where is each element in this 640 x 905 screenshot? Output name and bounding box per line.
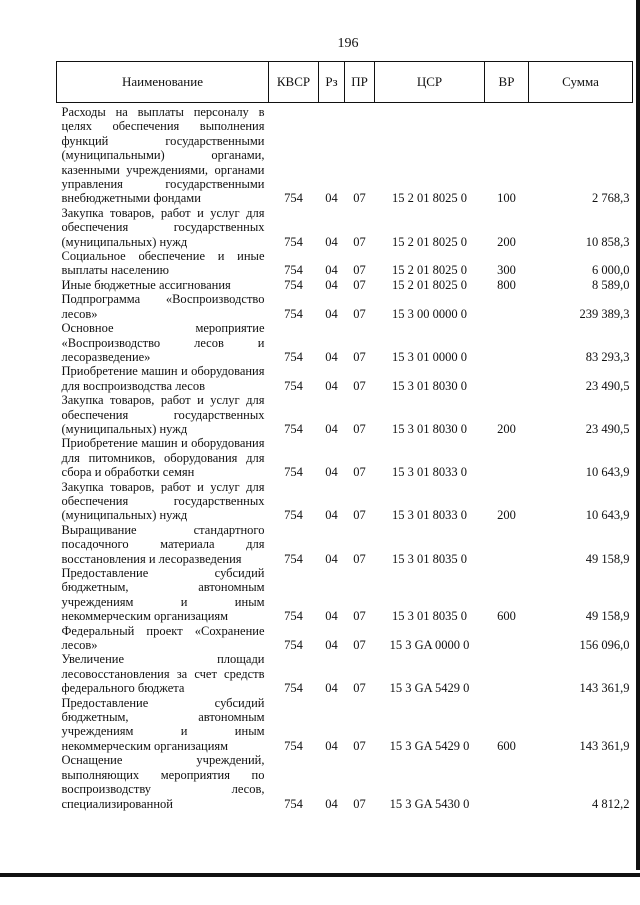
cell-vr — [485, 652, 529, 695]
cell-kvsr: 754 — [284, 234, 303, 249]
cell-rz: 04 — [325, 681, 338, 696]
cell-csr: 15 3 01 8030 0 — [392, 421, 467, 436]
cell-rz: 04 — [325, 738, 338, 753]
cell-pr: 07 — [353, 738, 366, 753]
cell-kvsr: 754 — [284, 681, 303, 696]
cell-sum: 23 490,5 — [585, 421, 630, 436]
cell-sum: 49 158,9 — [585, 551, 630, 566]
cell-name: Оснащение учреждений, выполняющих мероприятия по воспроизводству лесов, специализированной — [61, 753, 265, 811]
cell-rz: 04 — [325, 609, 338, 624]
table-row — [57, 624, 633, 653]
cell-vr: 800 — [497, 277, 516, 292]
table-header — [57, 62, 633, 103]
cell-csr: 15 3 01 8035 0 — [392, 551, 467, 566]
cell-csr: 15 3 01 8033 0 — [392, 465, 467, 480]
cell-sum: 8 589,0 — [592, 277, 630, 292]
header-name: Наименование — [57, 62, 269, 103]
cell-pr: 07 — [353, 306, 366, 321]
cell-pr: 07 — [353, 508, 366, 523]
cell-sum: 6 000,0 — [592, 263, 630, 278]
table-row — [57, 292, 633, 321]
cell-rz: 04 — [325, 306, 338, 321]
cell-sum: 10 643,9 — [585, 508, 630, 523]
cell-vr — [485, 321, 529, 364]
cell-pr: 07 — [353, 234, 366, 249]
cell-csr: 15 3 GA 5429 0 — [389, 738, 470, 753]
cell-name: Расходы на выплаты персоналу в целях обеспечения выполнения функций государственными (муниципальными) органами, казенными учреждениями, органами управления государственными внебюджетными фондами — [61, 105, 265, 206]
cell-pr: 07 — [353, 421, 366, 436]
cell-kvsr: 754 — [284, 306, 303, 321]
cell-sum: 156 096,0 — [579, 638, 630, 653]
cell-csr: 15 2 01 8025 0 — [392, 234, 467, 249]
cell-rz: 04 — [325, 421, 338, 436]
cell-vr: 200 — [497, 421, 516, 436]
cell-pr: 07 — [353, 191, 366, 206]
cell-kvsr: 754 — [284, 465, 303, 480]
cell-name: Закупка товаров, работ и услуг для обеспечения государственных (муниципальных) нужд — [61, 393, 265, 436]
header-pr: ПР — [345, 62, 375, 103]
cell-pr: 07 — [353, 609, 366, 624]
cell-vr: 200 — [497, 234, 516, 249]
cell-rz: 04 — [325, 551, 338, 566]
cell-csr: 15 3 00 0000 0 — [392, 306, 467, 321]
cell-vr — [485, 753, 529, 811]
header-vr: ВР — [485, 62, 529, 103]
cell-name: Иные бюджетные ассигнования — [61, 277, 231, 292]
cell-vr: 600 — [497, 609, 516, 624]
table-row — [57, 523, 633, 566]
header-sum: Сумма — [529, 62, 633, 103]
table-row — [57, 206, 633, 249]
cell-name: Основное мероприятие «Воспроизводство лесов и лесоразведение» — [61, 321, 265, 364]
cell-kvsr: 754 — [284, 191, 303, 206]
table-row — [57, 321, 633, 364]
cell-name: Федеральный проект «Сохранение лесов» — [61, 623, 265, 653]
cell-vr — [485, 292, 529, 321]
cell-rz: 04 — [325, 263, 338, 278]
cell-vr — [485, 523, 529, 566]
cell-vr — [485, 364, 529, 393]
header-rz: Рз — [319, 62, 345, 103]
table-row — [57, 480, 633, 523]
cell-csr: 15 3 GA 5429 0 — [389, 681, 470, 696]
cell-pr: 07 — [353, 796, 366, 811]
cell-name: Социальное обеспечение и иные выплаты населению — [61, 249, 265, 278]
cell-sum: 143 361,9 — [579, 681, 630, 696]
table-row — [57, 436, 633, 479]
header-csr: ЦСР — [375, 62, 485, 103]
cell-kvsr: 754 — [284, 263, 303, 278]
cell-pr: 07 — [353, 551, 366, 566]
cell-name: Подпрограмма «Воспроизводство лесов» — [61, 292, 265, 321]
cell-rz: 04 — [325, 465, 338, 480]
cell-rz: 04 — [325, 378, 338, 393]
table-row — [57, 566, 633, 624]
table-row — [57, 364, 633, 393]
cell-vr — [485, 436, 529, 479]
cell-csr: 15 3 GA 5430 0 — [389, 796, 470, 811]
cell-kvsr: 754 — [284, 796, 303, 811]
cell-kvsr: 754 — [284, 609, 303, 624]
cell-name: Приобретение машин и оборудования для воспроизводства лесов — [61, 364, 265, 393]
cell-name: Приобретение машин и оборудования для питомников, оборудования для сбора и обработки семян — [61, 436, 265, 480]
cell-sum: 4 812,2 — [592, 796, 630, 811]
cell-pr: 07 — [353, 349, 366, 364]
cell-csr: 15 2 01 8025 0 — [392, 191, 467, 206]
cell-csr: 15 2 01 8025 0 — [392, 263, 467, 278]
cell-sum: 10 858,3 — [585, 234, 630, 249]
cell-vr: 600 — [497, 738, 516, 753]
table-row — [57, 393, 633, 436]
header-kvsr: КВСР — [269, 62, 319, 103]
cell-sum: 49 158,9 — [585, 609, 630, 624]
cell-csr: 15 3 01 8030 0 — [392, 378, 467, 393]
table-body — [57, 103, 633, 811]
cell-name: Увеличение площади лесовосстановления за счет средств федерального бюджета — [61, 652, 265, 696]
cell-rz: 04 — [325, 234, 338, 249]
table-row — [57, 103, 633, 206]
cell-rz: 04 — [325, 191, 338, 206]
cell-pr: 07 — [353, 277, 366, 292]
cell-name: Предоставление субсидий бюджетным, автономным учреждениям и иным некоммерческим организациям — [61, 695, 265, 753]
table-row — [57, 249, 633, 278]
cell-pr: 07 — [353, 378, 366, 393]
cell-sum: 83 293,3 — [585, 349, 630, 364]
cell-kvsr: 754 — [284, 638, 303, 653]
cell-csr: 15 3 GA 0000 0 — [389, 638, 470, 653]
cell-csr: 15 3 01 8033 0 — [392, 508, 467, 523]
scan-edge-right — [636, 0, 640, 870]
cell-kvsr: 754 — [284, 551, 303, 566]
cell-csr: 15 3 01 8035 0 — [392, 609, 467, 624]
table-row — [57, 278, 633, 292]
cell-name: Выращивание стандартного посадочного материала для восстановления и лесоразведения — [61, 522, 265, 566]
cell-name: Предоставление субсидий бюджетным, автономным учреждениям и иным некоммерческим организациям — [61, 566, 265, 624]
cell-csr: 15 3 01 0000 0 — [392, 349, 467, 364]
cell-kvsr: 754 — [284, 508, 303, 523]
cell-vr — [485, 624, 529, 653]
cell-pr: 07 — [353, 681, 366, 696]
cell-rz: 04 — [325, 277, 338, 292]
cell-name: Закупка товаров, работ и услуг для обеспечения государственных (муниципальных) нужд — [61, 205, 265, 249]
cell-rz: 04 — [325, 638, 338, 653]
cell-kvsr: 754 — [284, 421, 303, 436]
cell-sum: 239 389,3 — [579, 306, 630, 321]
cell-pr: 07 — [353, 638, 366, 653]
cell-rz: 04 — [325, 508, 338, 523]
cell-rz: 04 — [325, 349, 338, 364]
cell-sum: 143 361,9 — [579, 738, 630, 753]
cell-kvsr: 754 — [284, 277, 303, 292]
cell-rz: 04 — [325, 796, 338, 811]
cell-pr: 07 — [353, 263, 366, 278]
table-row — [57, 696, 633, 754]
budget-table — [56, 61, 633, 811]
page-number: 196 — [337, 36, 359, 51]
cell-sum: 2 768,3 — [592, 191, 630, 206]
scan-edge-bottom — [0, 873, 640, 877]
cell-name: Закупка товаров, работ и услуг для обеспечения государственных (муниципальных) нужд — [61, 479, 265, 523]
cell-vr: 200 — [497, 508, 516, 523]
cell-sum: 10 643,9 — [585, 465, 630, 480]
cell-csr: 15 2 01 8025 0 — [392, 277, 467, 292]
cell-kvsr: 754 — [284, 349, 303, 364]
cell-vr: 300 — [497, 263, 516, 278]
table-row — [57, 753, 633, 811]
cell-kvsr: 754 — [284, 378, 303, 393]
cell-sum: 23 490,5 — [585, 378, 630, 393]
cell-kvsr: 754 — [284, 738, 303, 753]
table-row — [57, 652, 633, 695]
cell-pr: 07 — [353, 465, 366, 480]
cell-vr: 100 — [497, 191, 516, 206]
